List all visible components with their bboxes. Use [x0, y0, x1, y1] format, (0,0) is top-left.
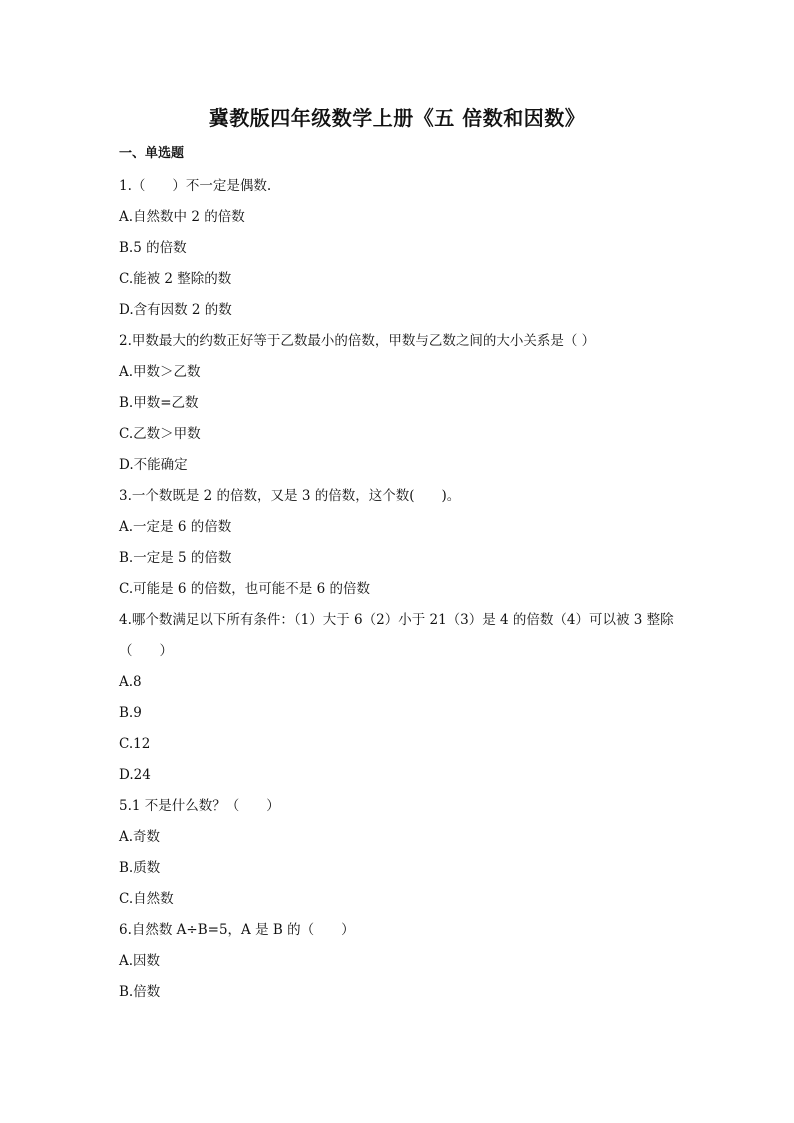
- option-2c: C.乙数＞甲数: [119, 426, 201, 442]
- document-title: 冀教版四年级数学上册《五 倍数和因数》: [208, 106, 586, 130]
- option-5b: B.质数: [119, 860, 161, 876]
- option-3b: B.一定是 5 的倍数: [119, 550, 232, 566]
- option-2a: A.甲数＞乙数: [119, 364, 201, 380]
- option-3a: A.一定是 6 的倍数: [119, 519, 232, 535]
- question-4-blank: （ ）: [119, 643, 173, 659]
- question-3: 3.一个数既是 2 的倍数，又是 3 的倍数，这个数( )。: [119, 488, 461, 504]
- option-4b: B.9: [119, 705, 142, 721]
- option-2d: D.不能确定: [119, 457, 188, 473]
- option-4a: A.8: [119, 674, 142, 690]
- option-1c: C.能被 2 整除的数: [119, 271, 232, 287]
- option-5c: C.自然数: [119, 891, 174, 907]
- option-1a: A.自然数中 2 的倍数: [119, 209, 245, 225]
- question-list: [119, 171, 679, 1008]
- option-6a: A.因数: [119, 953, 161, 969]
- option-6b: B.倍数: [119, 984, 161, 1000]
- question-1: 1.（ ）不一定是偶数.: [119, 178, 272, 194]
- question-6: 6.自然数 A÷B=5，A 是 B 的（ ）: [119, 922, 355, 938]
- option-5a: A.奇数: [119, 829, 161, 845]
- option-1b: B.5 的倍数: [119, 240, 187, 256]
- section-heading: 一、单选题: [119, 146, 185, 161]
- option-1d: D.含有因数 2 的数: [119, 302, 232, 318]
- option-4c: C.12: [119, 736, 151, 752]
- question-5: 5.1 不是什么数？（ ）: [119, 798, 280, 814]
- question-4: 4.哪个数满足以下所有条件：（1）大于 6（2）小于 21（3）是 4 的倍数（4）可以被 3 整除: [119, 612, 674, 628]
- question-2: 2.甲数最大的约数正好等于乙数最小的倍数，甲数与乙数之间的大小关系是（ ）: [119, 333, 596, 349]
- option-2b: B.甲数=乙数: [119, 395, 199, 411]
- option-3c: C.可能是 6 的倍数，也可能不是 6 的倍数: [119, 581, 370, 597]
- option-4d: D.24: [119, 767, 151, 783]
